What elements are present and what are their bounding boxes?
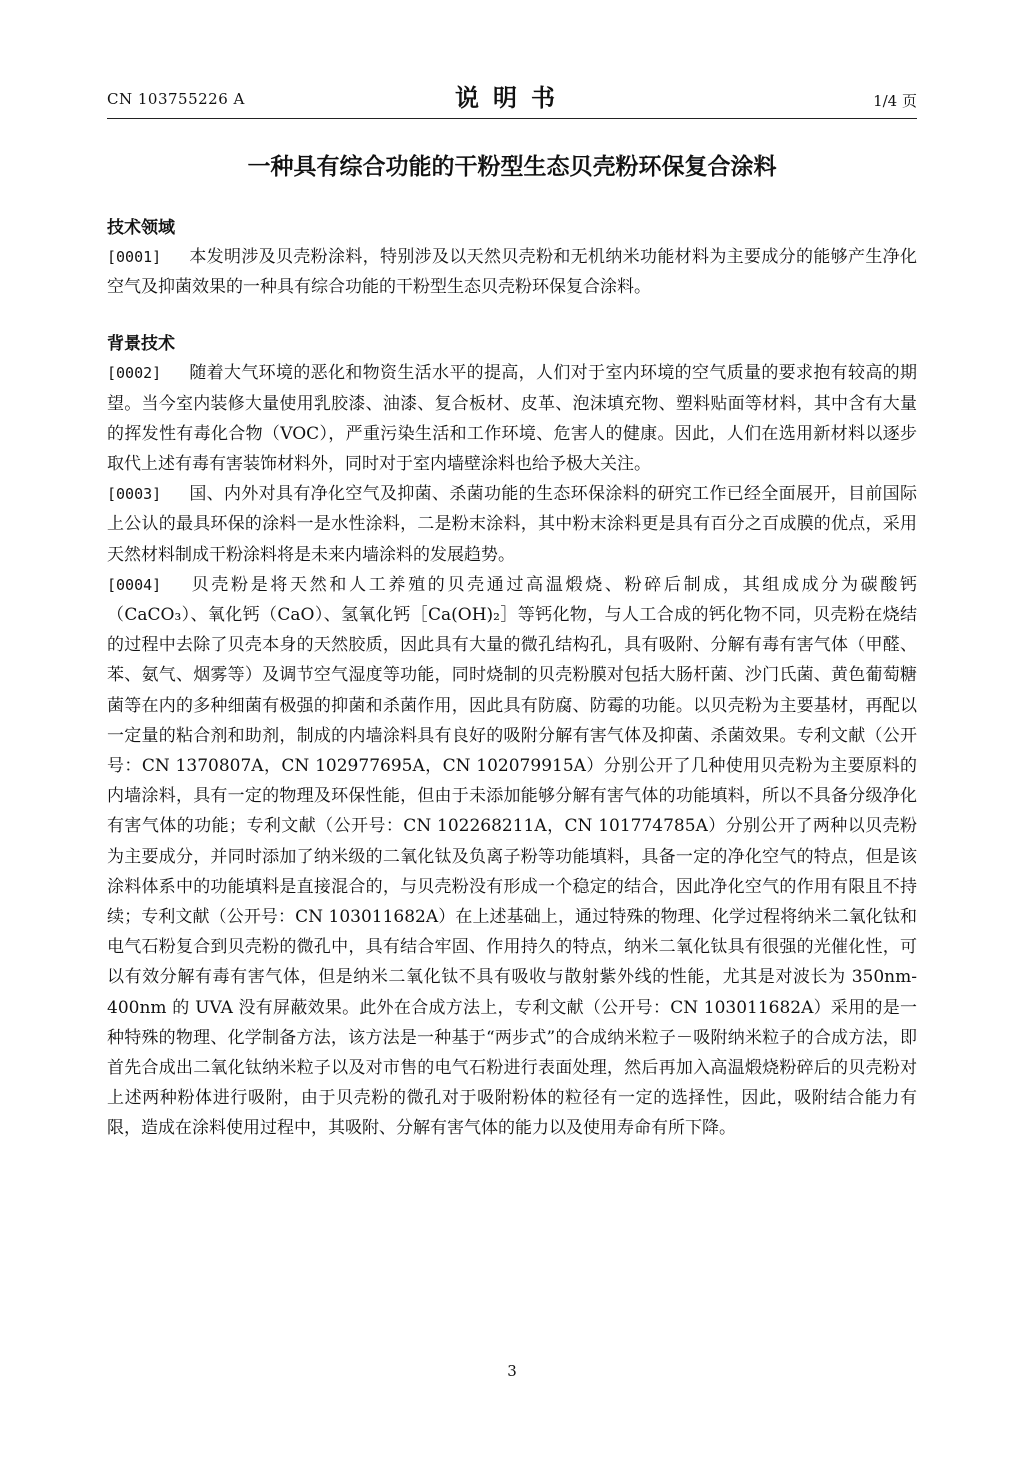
paragraph-text: 国、内外对具有净化空气及抑菌、杀菌功能的生态环保涂料的研究工作已经全面展开，目前国际上公认的最具环保的涂料一是水性涂料，二是粉末涂料，其中粉末涂料更是具有百分之百成膜的优点，采用天然材料制成干粉涂料将是未来内墙涂料的发展趋势。 [107, 484, 917, 565]
section-heading-technical-field: 技术领域 [107, 218, 175, 238]
section-gap [107, 302, 917, 330]
paragraph-0003 [107, 479, 917, 570]
paragraph-number: [0004] [107, 575, 162, 594]
paragraph-number: [0003] [107, 485, 162, 504]
paragraph-0001 [107, 242, 917, 302]
page-marker: 1/4 页 [873, 92, 917, 110]
paragraph-number: [0002] [107, 364, 162, 383]
paragraph-0002 [107, 358, 917, 479]
paragraph-text: 随着大气环境的恶化和物资生活水平的提高，人们对于室内环境的空气质量的要求抱有较高的期望。当今室内装修大量使用乳胶漆、油漆、复合板材、皮革、泡沫填充物、塑料贴面等材料，其中含有大量的挥发性有毒化合物（VOC），严重污染生活和工作环境、危害人的健康。因此，人们在选用新材料以逐步取代上述有毒有害装饰材料外，同时对于室内墙壁涂料也给予极大关注。 [107, 363, 917, 475]
section-heading-background: 背景技术 [107, 334, 175, 355]
page-number: 3 [507, 1362, 517, 1380]
paragraph-number: [0001] [107, 248, 162, 266]
document-title: 一种具有综合功能的干粉型生态贝壳粉环保复合涂料 [247, 154, 777, 180]
header-rule [107, 118, 917, 119]
paragraph-0004 [107, 570, 917, 1144]
document-body [107, 214, 917, 1144]
page-header [107, 76, 917, 118]
header-title: 说明书 [455, 84, 569, 112]
paragraph-text: 贝壳粉是将天然和人工养殖的贝壳通过高温煅烧、粉碎后制成，其组成成分为碳酸钙（CaCO₃）、氧化钙（CaO）、氢氧化钙［Ca(OH)₂］等钙化物，与人工合成的钙化物不同，贝壳粉在烧结的过程中去除了贝壳本身的天然胶质，因此具有大量的微孔结构孔，具有吸附、分解有毒有害气体（甲醛、苯、氨气、烟雾等）及调节空气湿度等功能，同时烧制的贝壳粉膜对包括大肠杆菌、沙门氏菌、黄色葡萄糖菌等在内的多种细菌有极强的抑菌和杀菌作用，因此具有防腐、防霉的功能。以贝壳粉为主要基材，再配以一定量的粘合剂和助剂，制成的内墙涂料具有良好的吸附分解有害气体及抑菌、杀菌效果。专利文献（公开号：CN 1370807A，CN 102977695A，CN 102079915A）分别公开了几种使用贝壳粉为主要原料的内墙涂料，具有一定的物理及环保性能，但由于未添加能够分解有害气体的功能填料，所以不具备分级净化有害气体的功能；专利文献（公开号：CN 102268211A，CN 101774785A）分别公开了两种以贝壳粉为主要成分，并同时添加了纳米级的二氧化钛及负离子粉等功能填料，具备一定的净化空气的特点，但是该涂料体系中的功能填料是直接混合的，与贝壳粉没有形成一个稳定的结合，因此净化空气的作用有限且不持续；专利文献（公开号：CN 103011682A）在上述基础上，通过特殊的物理、化学过程将纳米二氧化钛和电气石粉复合到贝壳粉的微孔中，具有结合牢固、作用持久的特点，纳米二氧化钛具有很强的光催化性，可以有效分解有毒有害气体，但是纳米二氧化钛不具有吸收与散射紫外线的性能，尤其是对波长为 350nm-400nm 的 UVA 没有屏蔽效果。此外在合成方法上，专利文献（公开号：CN 103011682A）采用的是一种特殊的物理、化学制备方法，该方法是一种基于“两步式”的合成纳米粒子－吸附纳米粒子的合成方法，即首先合成出二氧化钛纳米粒子以及对市售的电气石粉进行表面处理，然后再加入高温煅烧粉碎后的贝壳粉对上述两种粉体进行吸附，由于贝壳粉的微孔对于吸附粉体的粒径有一定的选择性，因此，吸附结合能力有限，造成在涂料使用过程中，其吸附、分解有害气体的能力以及使用寿命有所下降。 [107, 574, 917, 1139]
publication-number: CN 103755226 A [107, 90, 245, 108]
paragraph-text: 本发明涉及贝壳粉涂料，特别涉及以天然贝壳粉和无机纳米功能材料为主要成分的能够产生净化空气及抑菌效果的一种具有综合功能的干粉型生态贝壳粉环保复合涂料。 [107, 247, 917, 298]
